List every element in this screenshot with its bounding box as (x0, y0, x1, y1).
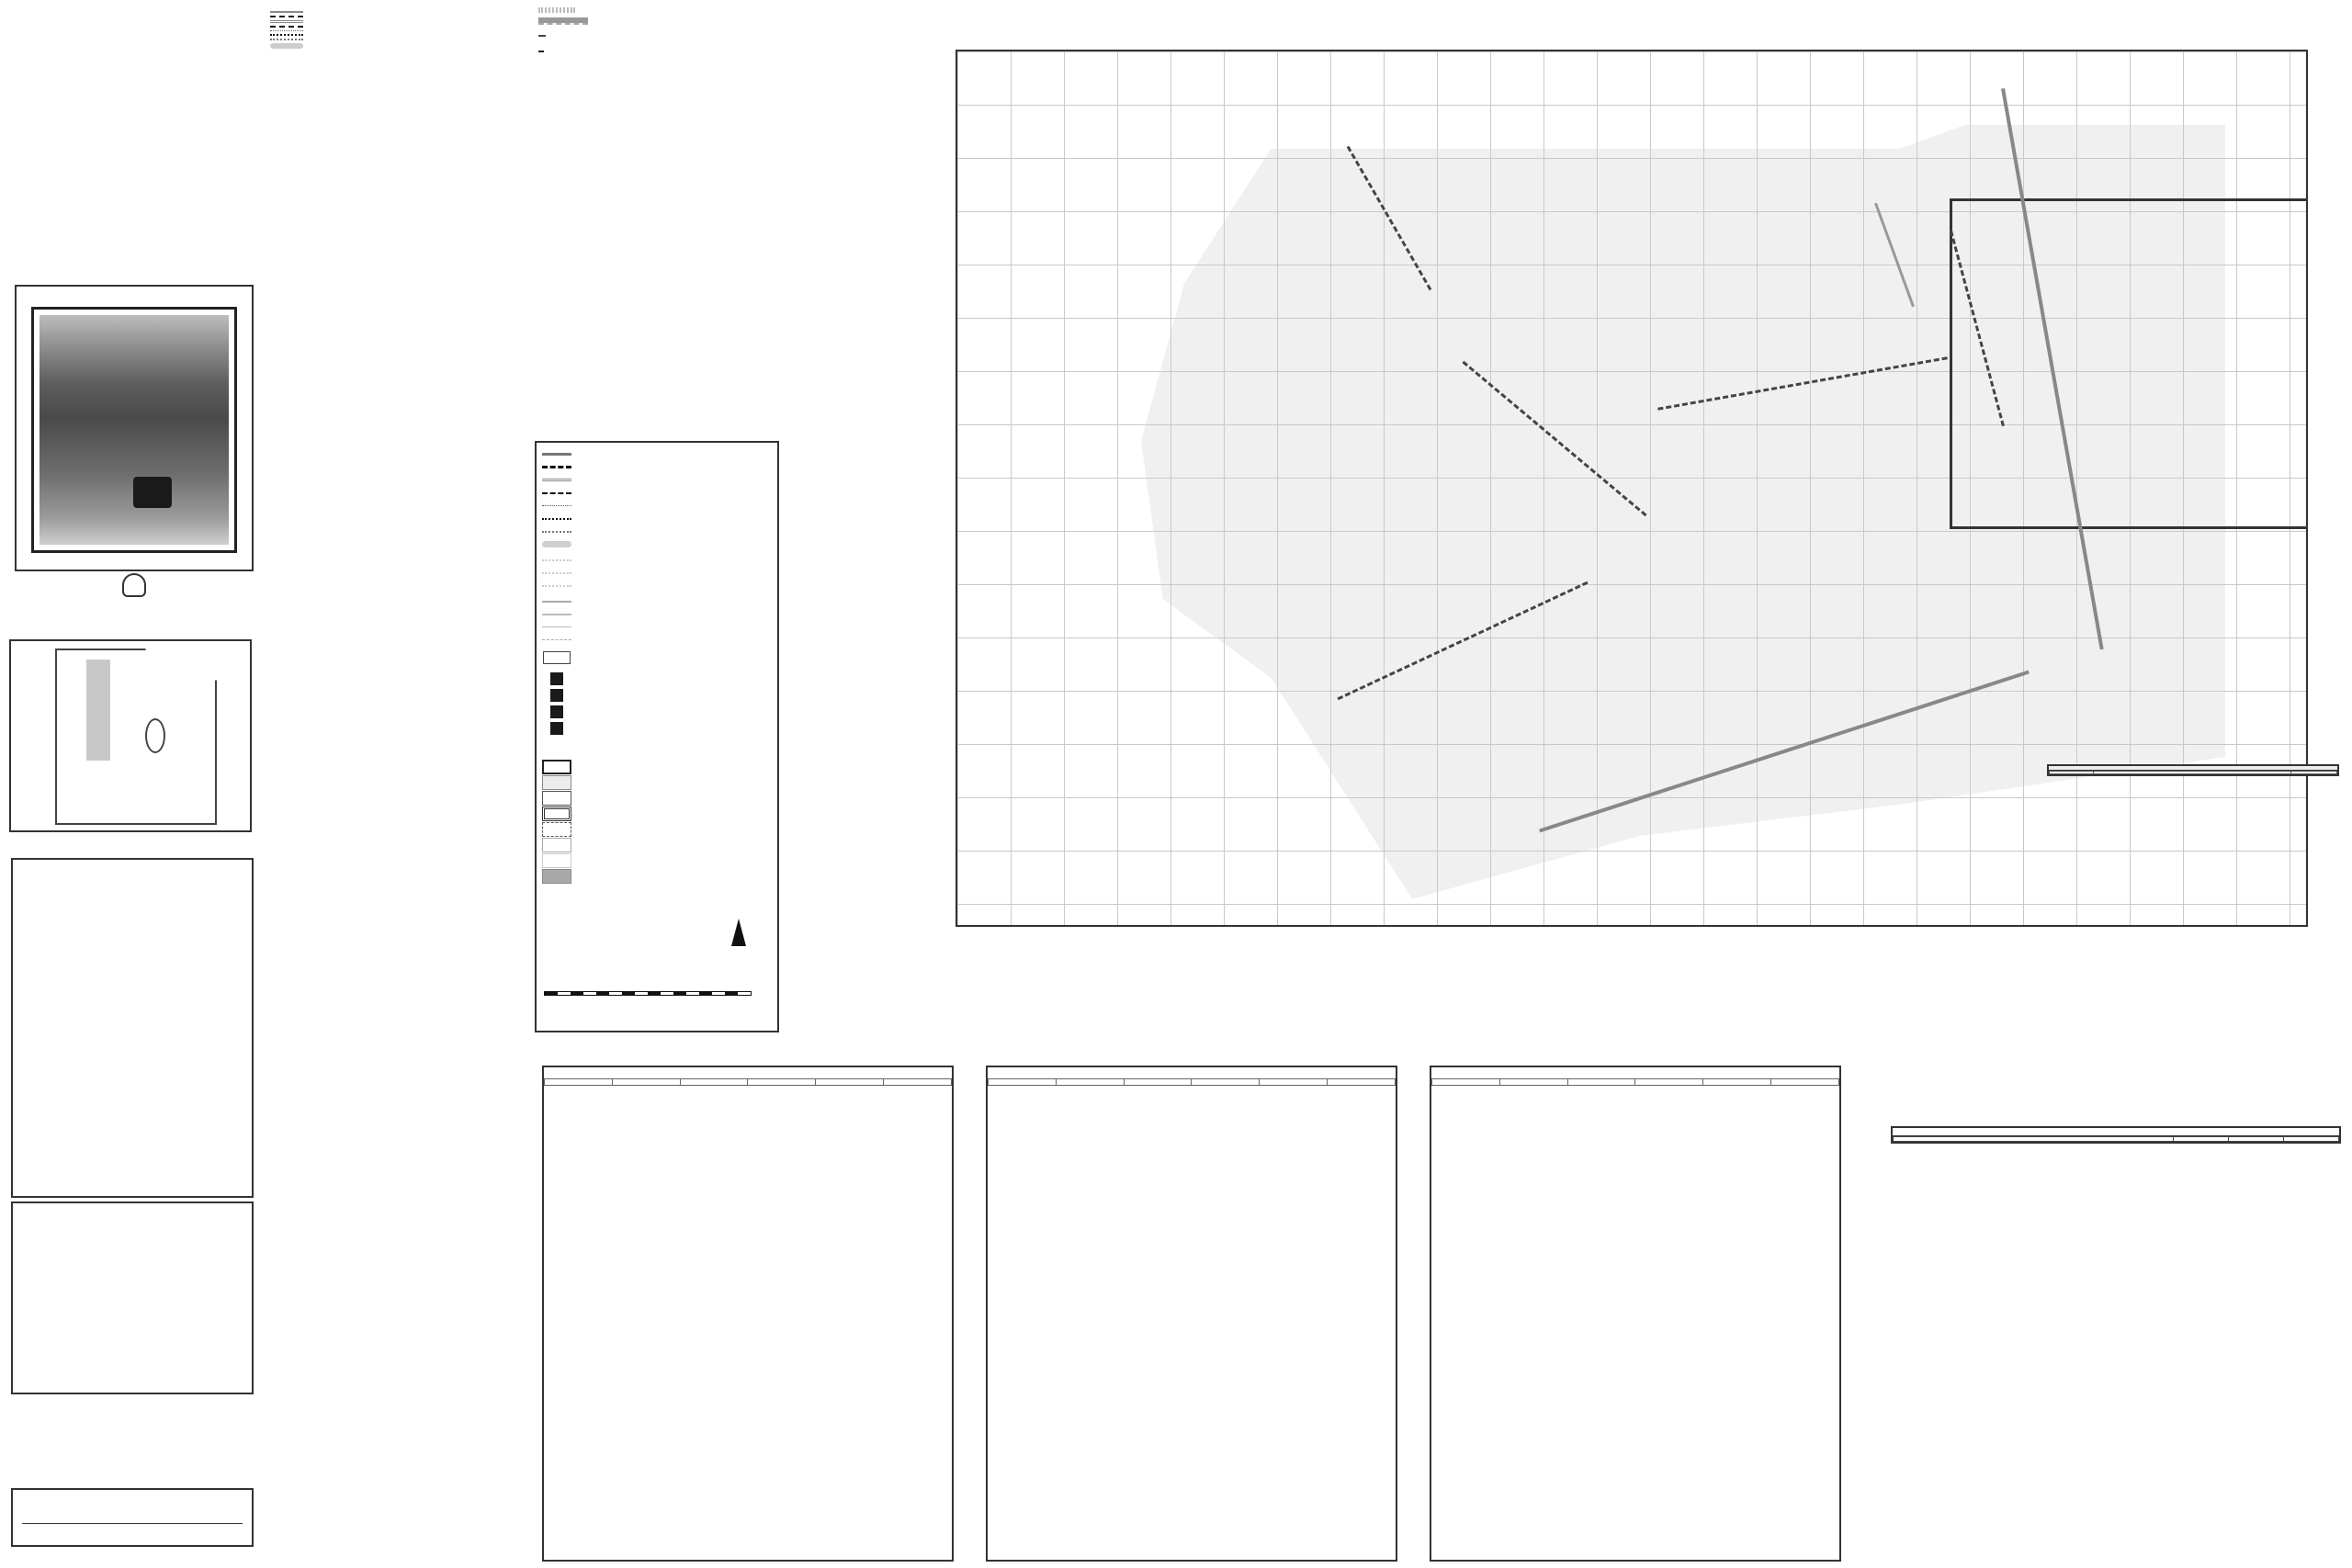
info-sources-box (11, 858, 254, 1198)
atv-photo-image (40, 315, 229, 545)
scale-bar-graphic (544, 991, 752, 996)
column-header (2229, 1137, 2284, 1142)
district-location-ellipse (145, 718, 165, 753)
short-route-identifier-icon (538, 35, 546, 37)
scale-bar (544, 989, 752, 996)
column-header (1432, 1079, 1500, 1086)
column-header (2094, 772, 2291, 774)
trailhead-icon (550, 705, 563, 718)
dispersed-right-swatch (542, 585, 571, 587)
forest-service-shield-icon (122, 573, 146, 597)
seasonal-designation-swatch (542, 541, 571, 547)
picnic-icon (550, 689, 563, 702)
peak-icon (550, 739, 563, 751)
seasonal-table-title (1431, 1067, 1839, 1078)
column-header (989, 1079, 1057, 1086)
forest-service-header (11, 573, 257, 597)
column-header (612, 1079, 680, 1086)
public-road-swatch (542, 626, 571, 627)
column-header (680, 1079, 748, 1086)
north-arrow-icon (731, 917, 746, 946)
wilderness-swatch (542, 807, 571, 821)
all-vehicles-trail-swatch (542, 479, 571, 481)
highway-legal-road-swatch (542, 453, 571, 456)
section-lines-swatch (542, 853, 571, 868)
column-header (545, 1079, 613, 1086)
seasonal-table-3 (1430, 1066, 1841, 1562)
township-range-swatch (542, 838, 571, 852)
special-designation-swatch (542, 531, 571, 533)
seasonal-table-title (544, 1067, 952, 1078)
all-vehicles-road-swatch (542, 466, 571, 468)
map-canvas[interactable] (956, 50, 2308, 927)
column-header (884, 1079, 952, 1086)
dispersed-both-swatch (542, 559, 571, 561)
campground-icon (550, 672, 563, 685)
lakes-rivers-swatch (542, 869, 571, 884)
dispersed-table (1893, 1136, 2339, 1142)
column-header (2174, 1137, 2229, 1142)
trailhead-icon (538, 51, 544, 52)
signature-caption (22, 1523, 243, 1526)
signature-box (11, 1488, 254, 1547)
usda-nondiscrimination-notice (11, 1201, 254, 1394)
info-site-icon (550, 722, 563, 735)
column-header (2291, 772, 2337, 774)
column-header (2050, 772, 2094, 774)
non-nfs-lands-swatch (542, 791, 571, 806)
column-header (1894, 1137, 2174, 1142)
wilderness-boundary (1950, 198, 2308, 529)
wheeled-50in-trail-swatch (542, 505, 571, 506)
public-trail-swatch (542, 639, 571, 640)
legend-box (535, 441, 779, 1032)
cover-panel (11, 7, 257, 603)
seasonal-table-title (988, 1067, 1396, 1078)
seasonal-table-1 (542, 1066, 954, 1562)
column-header (816, 1079, 884, 1086)
map-frame[interactable] (956, 22, 2343, 959)
highway-swatch (542, 614, 571, 615)
seasonal-table (1431, 1078, 1839, 1086)
column-header (1056, 1079, 1124, 1086)
vehicles-50in-trail-swatch (542, 492, 571, 494)
seasonal-table (544, 1078, 952, 1086)
dispersed-camping-title (1893, 1128, 2339, 1136)
seasonal-table (988, 1078, 1396, 1086)
seasonal-table-2 (986, 1066, 1397, 1562)
line-symbol (270, 11, 303, 13)
interstate-swatch (542, 601, 571, 603)
forest-boundary-swatch (542, 760, 571, 774)
vehicle-shape (133, 477, 172, 508)
dispersed-left-swatch (542, 572, 571, 574)
line-symbol (270, 20, 303, 23)
column-header (1635, 1079, 1703, 1086)
column-header (1499, 1079, 1567, 1086)
motorcycle-trail-swatch (542, 518, 571, 520)
dots-right-symbol (538, 11, 575, 13)
line-symbol (270, 34, 303, 36)
line-symbol (270, 26, 303, 28)
column-header (1771, 1079, 1839, 1086)
short-roads-table (2049, 771, 2337, 774)
line-symbol (270, 30, 303, 31)
utah-outline (55, 649, 217, 825)
signature (13, 1490, 252, 1523)
column-header (1328, 1079, 1396, 1086)
nfs-lands-swatch (542, 775, 571, 790)
legend-explanations (268, 11, 544, 49)
cover-box (15, 285, 254, 571)
line-symbol (270, 43, 303, 49)
column-header (1567, 1079, 1635, 1086)
short-route-identifier-icon (543, 651, 571, 664)
line-symbol (270, 16, 303, 17)
column-header (1703, 1079, 1771, 1086)
dispersed-camping-table (1891, 1126, 2341, 1144)
vicinity-map (9, 639, 252, 832)
column-header (748, 1079, 816, 1086)
column-header (1260, 1079, 1328, 1086)
wasatch-front-shading (86, 660, 110, 761)
symbols-column (533, 7, 783, 60)
regulations-column (268, 7, 544, 51)
roads-too-short-table (2047, 764, 2339, 776)
line-symbol (270, 39, 303, 40)
political-boundary-swatch (542, 822, 571, 837)
public-trail-symbol (538, 23, 588, 25)
column-header (1192, 1079, 1260, 1086)
cover-photo (31, 307, 237, 553)
column-header (1124, 1079, 1192, 1086)
column-header (2284, 1137, 2339, 1142)
